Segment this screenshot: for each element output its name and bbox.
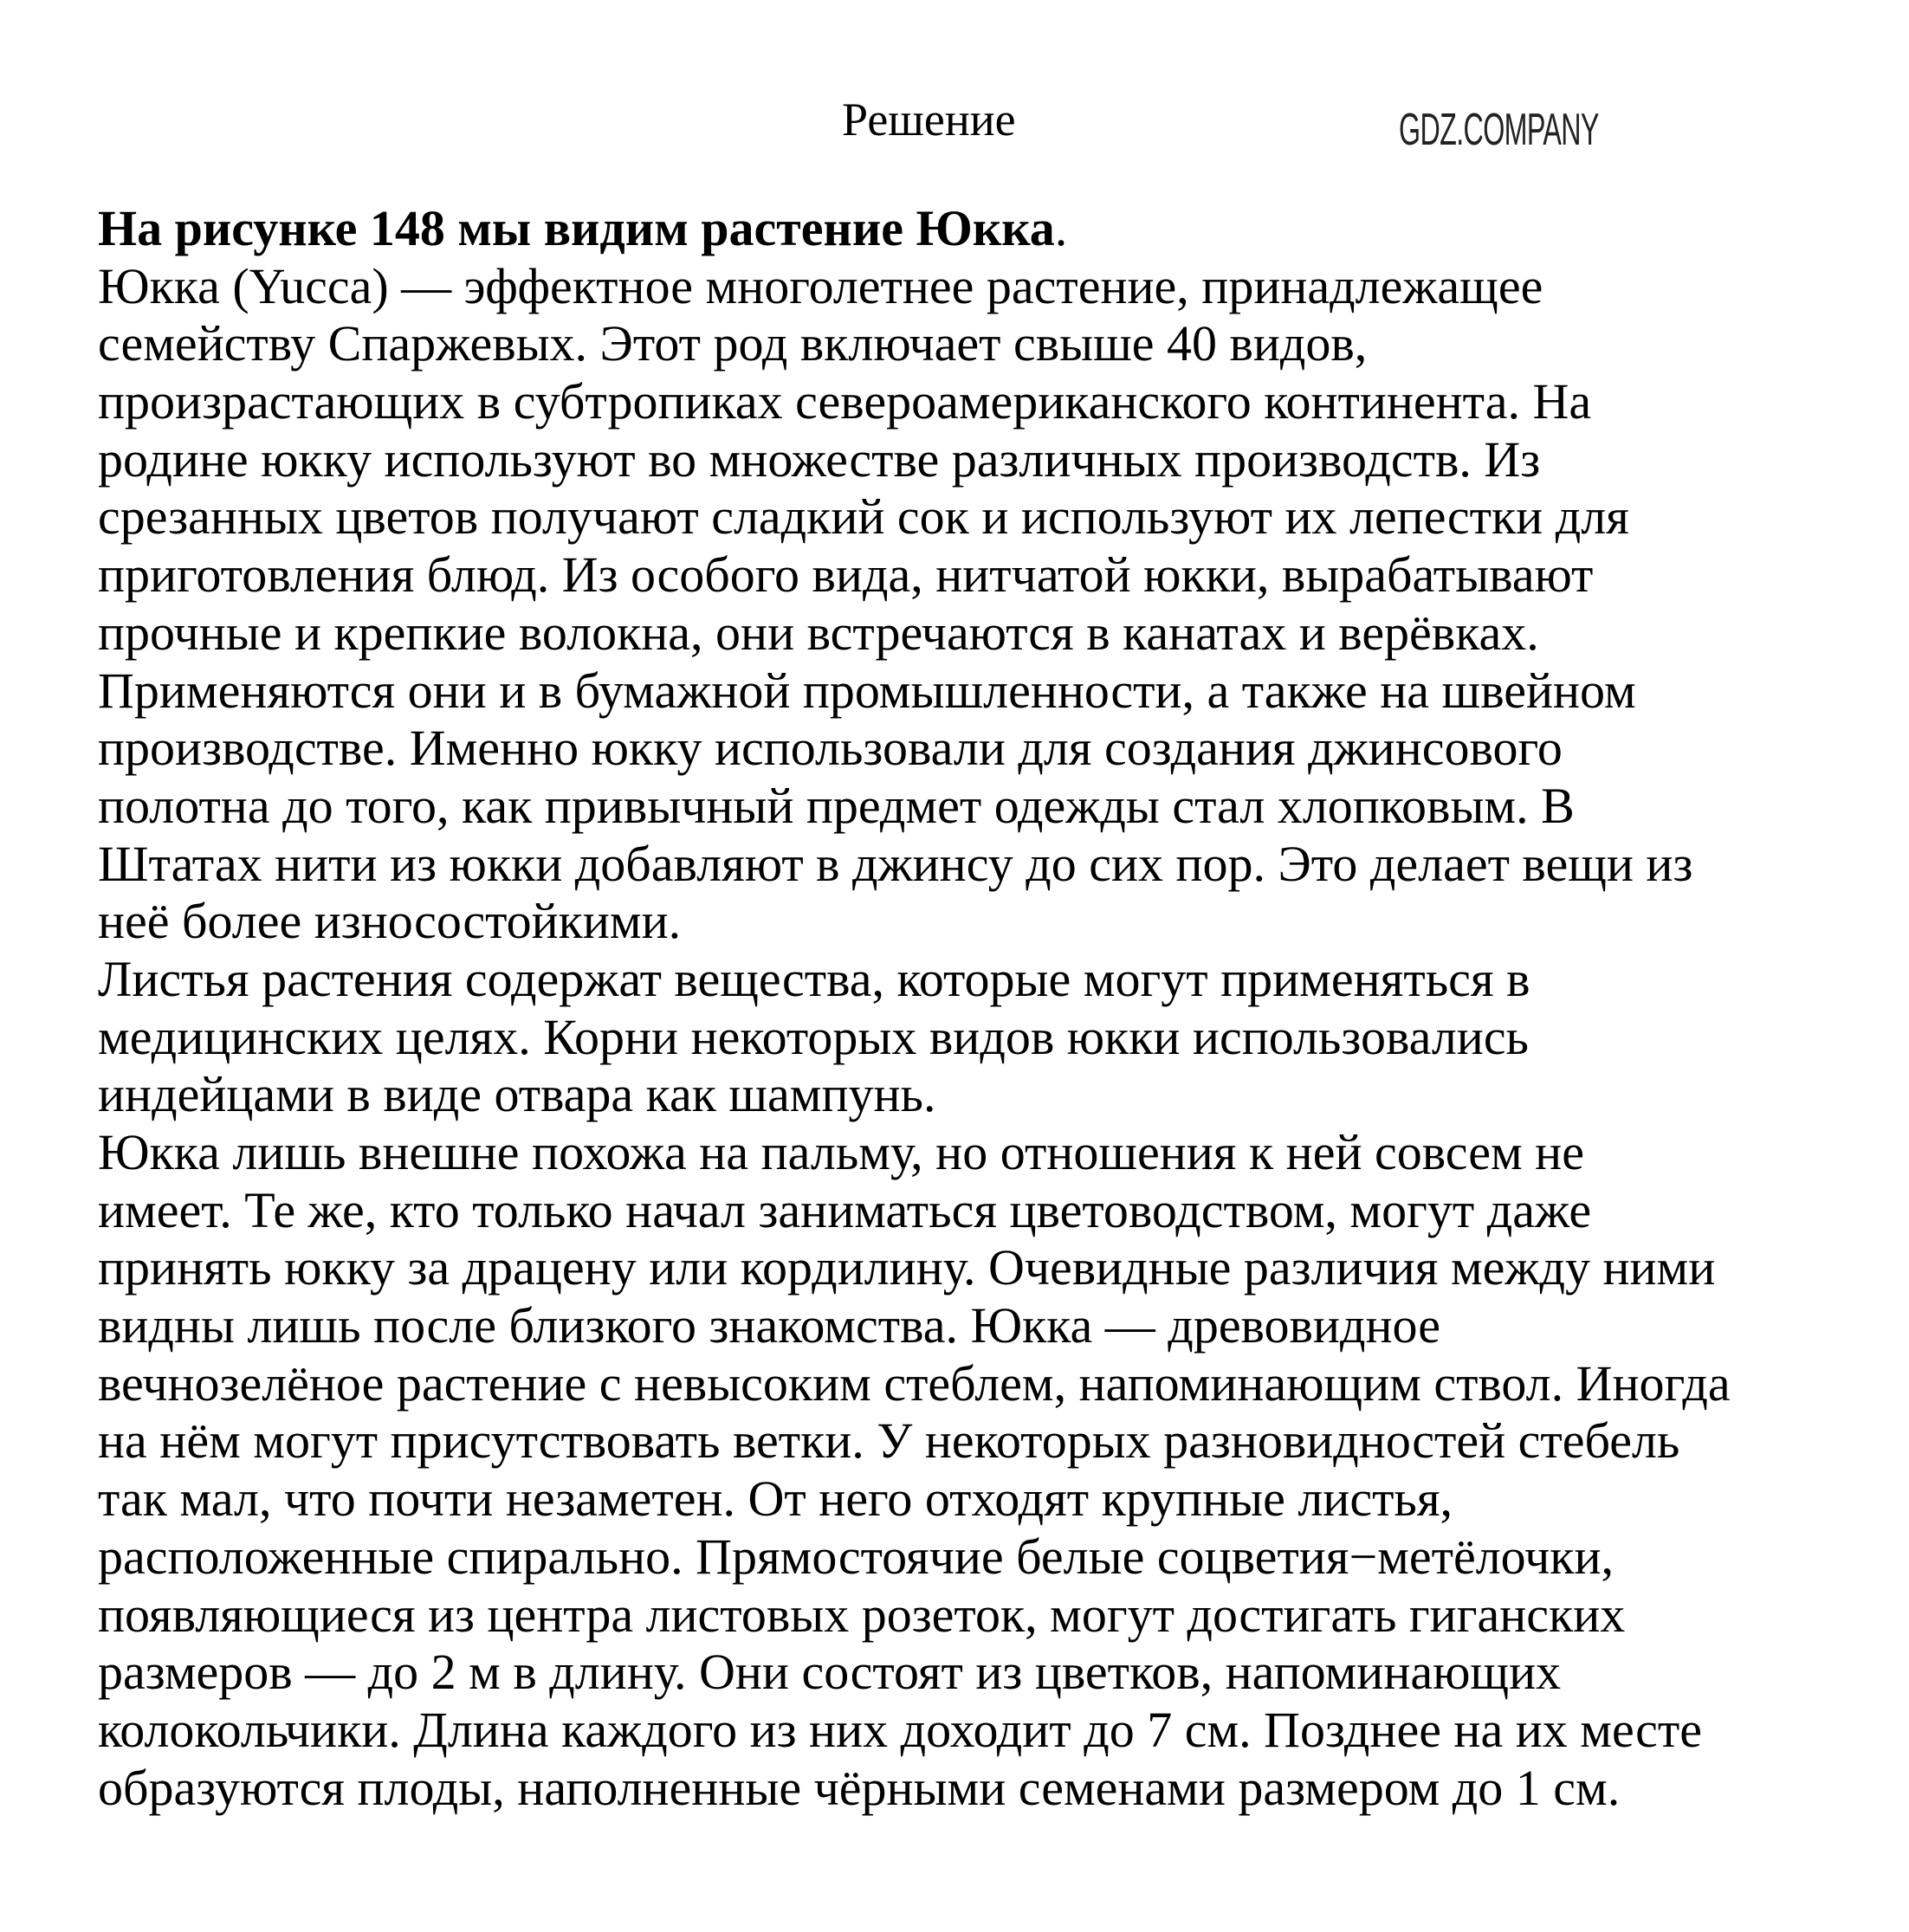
text-line: образуются плоды, наполненные чёрными семенами размером до 1 см. xyxy=(98,1759,1621,1816)
text-line: Листья растения содержат вещества, которые могут применяться в xyxy=(98,950,1530,1007)
watermark: GDZ.COMPANY xyxy=(1399,105,1599,155)
text-line: семейству Спаржевых. Этот род включает свыше 40 видов, xyxy=(98,315,1368,372)
page-title: Решение xyxy=(842,94,1016,145)
text-line: на нём могут присутствовать ветки. У некоторых разновидностей стебель xyxy=(98,1412,1680,1470)
text-line: Штатах нити из юкки добавляют в джинсу до сих пор. Это делает вещи из xyxy=(98,835,1693,892)
text-line: расположенные спирально. Прямостоячие белые соцветия−метёлочки, xyxy=(98,1528,1615,1585)
text-line: произрастающих в субтропиках североамериканского континента. На xyxy=(98,373,1592,430)
text-line: принять юкку за драцену или кордилину. Очевидные различия между ними xyxy=(98,1239,1716,1296)
text-line: видны лишь после близкого знакомства. Юкка — древовидное xyxy=(98,1297,1440,1354)
intro-end: . xyxy=(1054,200,1068,256)
intro-bold: На рисунке 148 мы видим растение Юкка xyxy=(98,200,1055,256)
text-line: Применяются они и в бумажной промышленности, а также на швейном xyxy=(98,662,1636,719)
text-line: так мал, что почти незаметен. От него отходят крупные листья, xyxy=(98,1470,1453,1528)
text-line: вечнозелёное растение с невысоким стеблем, напоминающим ствол. Иногда xyxy=(98,1354,1731,1412)
text-line: Юкка лишь внешне похожа на пальму, но отношения к ней совсем не xyxy=(98,1124,1584,1180)
text-line: неё более износостойкими. xyxy=(98,893,682,950)
text-line: имеет. Те же, кто только начал заниматься цветоводством, могут даже xyxy=(98,1181,1592,1238)
text-line: прочные и крепкие волокна, они встречаются в канатах и верёвках. xyxy=(98,604,1539,661)
text-line: колокольчики. Длина каждого из них доходит до 7 см. Позднее на их месте xyxy=(98,1701,1702,1758)
text-line: полотна до того, как привычный предмет одежды стал хлопковым. В xyxy=(98,777,1575,834)
text-line: приготовления блюд. Из особого вида, нитчатой юкки, вырабатывают xyxy=(98,546,1594,604)
text-line: индейцами в виде отвара как шампунь. xyxy=(98,1066,936,1123)
text-line: Юкка (Yucca) — эффектное многолетнее растение, принадлежащее xyxy=(98,257,1543,314)
text-line: родине юкку используют во множестве различных производств. Из xyxy=(98,430,1541,488)
intro-line xyxy=(98,200,1731,258)
text-line: срезанных цветов получают сладкий сок и используют их лепестки для xyxy=(98,488,1629,546)
text-line: медицинских целях. Корни некоторых видов юкки использовались xyxy=(98,1008,1530,1065)
text-line: размеров — до 2 м в длину. Они состоят из цветков, напоминающих xyxy=(98,1644,1562,1701)
text-line: появляющиеся из центра листовых розеток, могут достигать гиганских xyxy=(98,1586,1626,1643)
solution-text xyxy=(98,200,1731,1817)
text-line: производстве. Именно юкку использовали для создания джинсового xyxy=(98,720,1563,777)
